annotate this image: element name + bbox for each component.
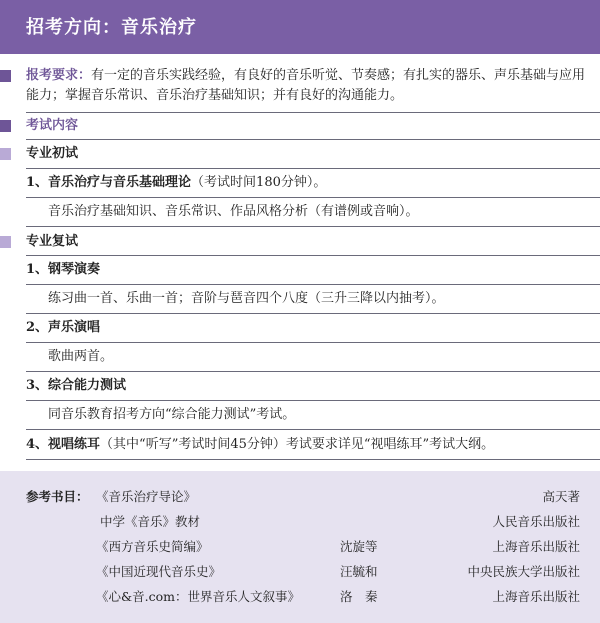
book-author: 汪毓和 <box>340 564 378 579</box>
piano-title: 1、钢琴演奏 <box>26 262 101 277</box>
book-title: 《心&音.com：世界音乐人文叙事》 <box>96 589 300 604</box>
section-banner <box>0 0 600 54</box>
retest-marker <box>0 236 11 248</box>
exam-content-marker <box>0 120 11 132</box>
divider <box>26 459 600 460</box>
retest-heading: 专业复试 <box>26 234 79 249</box>
initial-item-1-desc: 音乐治疗基础知识、音乐常识、作品风格分析（有谱例或音响）。 <box>48 204 419 219</box>
book-title: 中学《音乐》教材 <box>100 514 201 529</box>
vocal-title: 2、声乐演唱 <box>26 320 101 335</box>
divider <box>26 342 600 343</box>
requirement-marker <box>0 70 11 82</box>
initial-item-1-note: （考试时间180分钟）。 <box>191 175 327 190</box>
divider <box>26 112 600 113</box>
banner-title: 招考方向：音乐治疗 <box>26 17 197 38</box>
book-publisher: 上海音乐出版社 <box>492 589 580 604</box>
initial-heading: 专业初试 <box>26 146 79 161</box>
divider <box>26 429 600 430</box>
book-author: 洛 秦 <box>340 589 378 604</box>
book-title: 《中国近现代音乐史》 <box>96 564 222 579</box>
book-title: 《音乐治疗导论》 <box>96 489 197 504</box>
divider <box>26 313 600 314</box>
sight-item <box>26 435 494 454</box>
initial-item-1-title: 1、音乐治疗与音乐基础理论 <box>26 175 192 190</box>
book-publisher: 高天著 <box>542 489 580 504</box>
book-title: 《西方音乐史简编》 <box>96 539 209 554</box>
sight-title: 4、视唱练耳 <box>26 437 101 452</box>
divider <box>26 197 600 198</box>
book-publisher: 上海音乐出版社 <box>492 539 580 554</box>
requirement-label: 报考要求： <box>26 68 92 83</box>
divider <box>26 400 600 401</box>
book-author: 沈旋等 <box>340 539 378 554</box>
divider <box>26 284 600 285</box>
vocal-desc: 歌曲两首。 <box>48 349 114 364</box>
divider <box>26 168 600 169</box>
exam-content-heading: 考试内容 <box>26 118 79 133</box>
ability-desc: 同音乐教育招考方向“综合能力测试”考试。 <box>48 407 296 422</box>
divider <box>26 371 600 372</box>
requirement-block <box>26 66 586 106</box>
initial-item-1 <box>26 173 326 192</box>
ability-title: 3、综合能力测试 <box>26 378 127 393</box>
book-publisher: 中央民族大学出版社 <box>467 564 580 579</box>
divider <box>26 226 600 227</box>
sight-note: （其中“听写”考试时间45分钟）考试要求详见“视唱练耳”考试大纲。 <box>100 437 495 452</box>
divider <box>26 255 600 256</box>
requirement-text: 有一定的音乐实践经验，有良好的音乐听觉、节奏感；有扎实的器乐、声乐基础与应用能力；掌握音乐常识、音乐治疗基础知识；并有良好的沟通能力。 <box>26 68 586 103</box>
divider <box>26 139 600 140</box>
book-publisher: 人民音乐出版社 <box>492 514 580 529</box>
initial-marker <box>0 148 11 160</box>
references-panel <box>0 471 600 623</box>
references-label: 参考书目： <box>26 489 89 504</box>
piano-desc: 练习曲一首、乐曲一首；音阶与琶音四个八度（三升三降以内抽考）。 <box>48 291 445 306</box>
